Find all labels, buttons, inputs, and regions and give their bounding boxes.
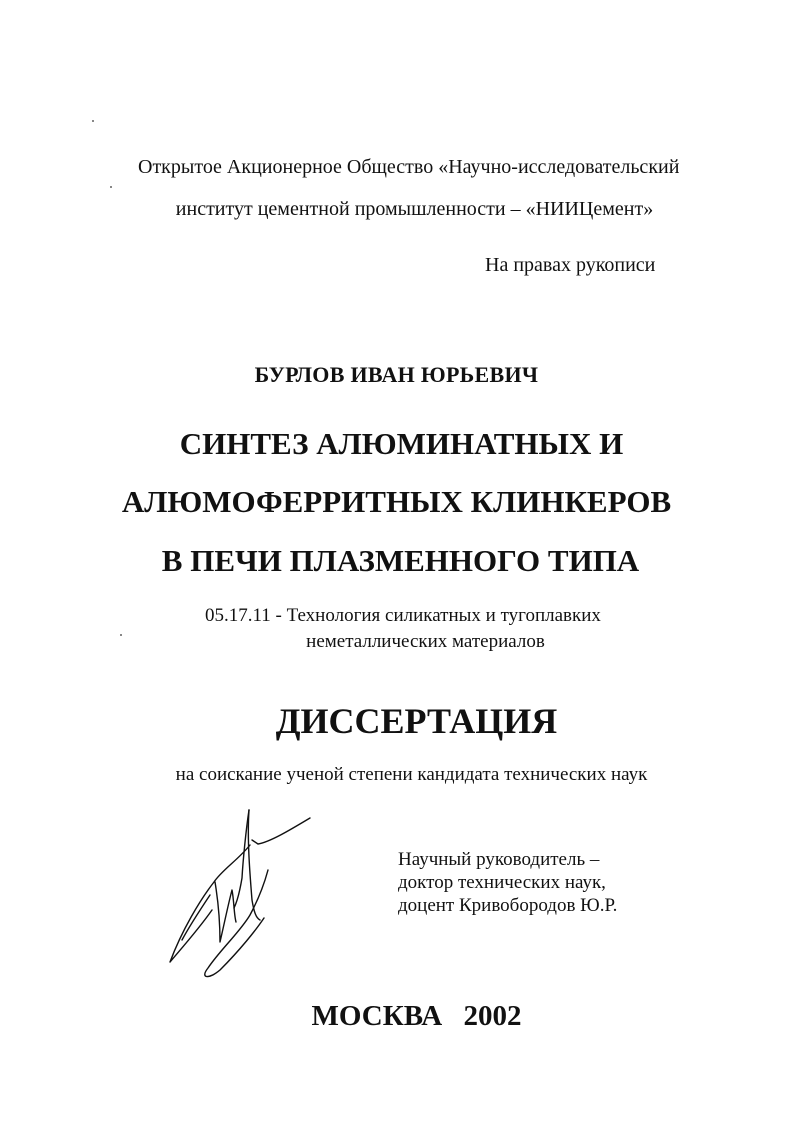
scan-speck [92,120,94,122]
scan-speck [120,634,122,636]
title-line-2: АЛЮМОФЕРРИТНЫХ КЛИНКЕРОВ [121,484,672,519]
title-line-1: СИНТЕЗ АЛЮМИНАТНЫХ И [179,426,624,461]
document-type: ДИССЕРТАЦИЯ [275,701,558,741]
supervisor-line-2: доктор технических наук, [398,872,606,893]
handwritten-signature-icon [160,800,340,990]
specialty-line-1: 05.17.11 - Технология силикатных и тугоплавких [205,605,601,626]
city-year: МОСКВА 2002 [311,1000,522,1032]
title-line-3: В ПЕЧИ ПЛАЗМЕННОГО ТИПА [161,543,640,578]
scan-speck [110,186,112,188]
degree-line: на соискание ученой степени кандидата технических наук [175,764,648,785]
organization-line-1: Открытое Акционерное Общество «Научно-исследовательский [138,156,680,178]
supervisor-line-1: Научный руководитель – [398,849,600,870]
specialty-line-2: неметаллических материалов [306,631,545,652]
supervisor-line-3: доцент Кривобородов Ю.Р. [398,895,618,916]
organization-line-2: институт цементной промышленности – «НИИЦемент» [175,198,654,220]
author-name: БУРЛОВ ИВАН ЮРЬЕВИЧ [254,362,539,387]
rights-note: На правах рукописи [485,254,656,276]
